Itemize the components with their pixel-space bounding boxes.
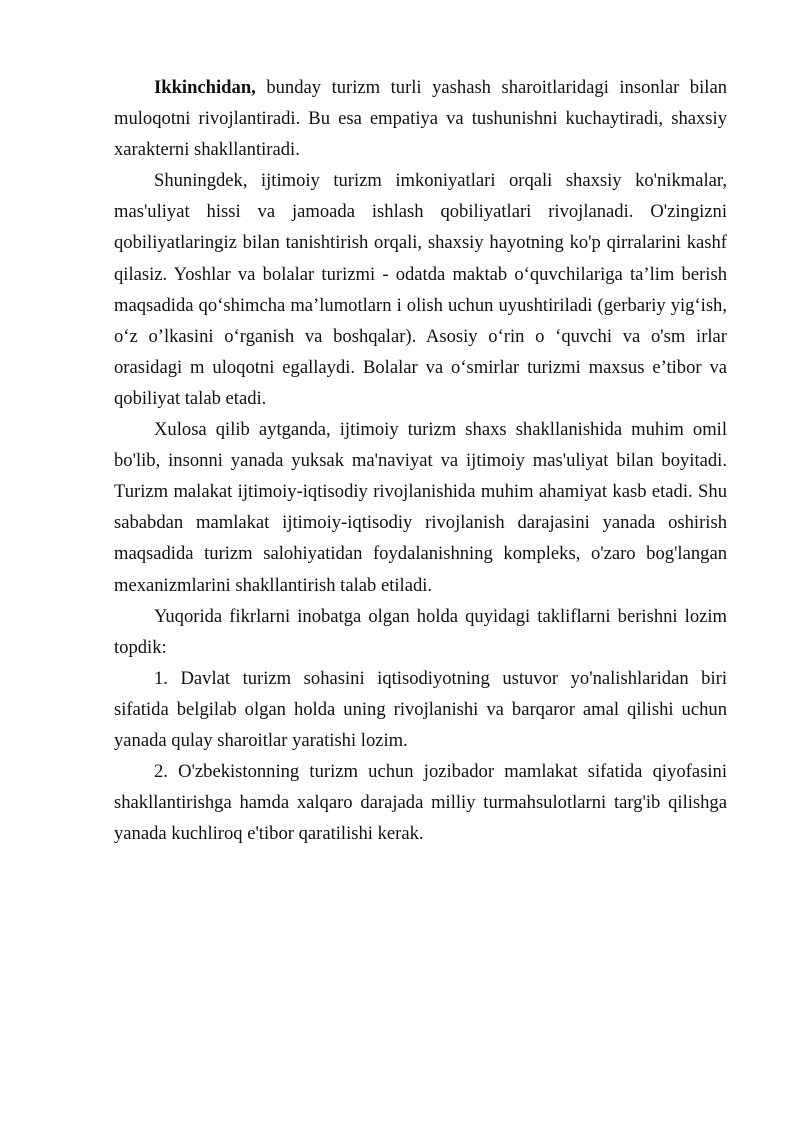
- paragraph-lead: Ikkinchidan,: [154, 77, 256, 98]
- paragraph-takliflar-intro: Yuqorida fikrlarni inobatga olgan holda quyidagi takliflarni berishni lozim topdik:: [114, 605, 727, 658]
- proposal-item-2: 2. O'zbekistonning turizm uchun jozibador mamlakat sifatida qiyofasini shakllantirishga hamda xalqaro darajada milliy turmahsulotlarni targ'ib qilishga yanada kuchliroq e'tibor qaratilishi kerak.: [114, 761, 727, 845]
- document-page: [114, 72, 727, 849]
- proposal-item-1: 1. Davlat turizm sohasini iqtisodiyotning ustuvor yo'nalishlaridan biri sifatida belgilab olgan holda uning rivojlanishi va barqaror amal qilishi uchun yanada qulay sharoitlar yaratishi lozim.: [114, 667, 727, 751]
- paragraph-xulosa: Xulosa qilib aytganda, ijtimoiy turizm shaxs shakllanishida muhim omil bo'lib, insonni yanada yuksak ma'naviyat va ijtimoiy mas'uliyat bilan boyitadi. Turizm malakat ijtimoiy-iqtisodiy rivojlanishida muhim ahamiyat kasb etadi. Shu sababdan mamlakat ijtimoiy-iqtisodiy rivojlanish darajasini yanada oshirish maqsadida turizm salohiyatidan foydalanishning kompleks, o'zaro bog'langan mexanizmlarini shakllantirish talab etiladi.: [114, 419, 727, 596]
- paragraph-shuningdek: Shuningdek, ijtimoiy turizm imkoniyatlari orqali shaxsiy ko'nikmalar, mas'uliyat hissi va jamoada ishlash qobiliyatlari rivojlanadi. O'zingizni qobiliyatlaringiz bilan tanishtirish orqali, shaxsiy hayotning ko'p qirralarini kashf qilasiz. Yoshlar va bolalar turizmi - odatda maktab o‘quvchilariga ta’lim berish maqsadida qo‘shimcha ma’lumotlarn i olish uchun uyushtiriladi (gerbariy yig‘ish, o‘z o’lkasini o‘rganish va boshqalar). Asosiy o‘rin o ‘quvchi va o'sm irlar orasidagi m uloqotni egallaydi. Bolalar va o‘smirlar turizmi maxsus e’tibor va qobiliyat talab etadi.: [114, 170, 727, 409]
- paragraph-text: bunday turizm turli yashash sharoitlaridagi insonlar bilan muloqotni rivojlantiradi. Bu esa empatiya va tushunishni kuchaytiradi, shaxsiy xarakterni shakllantiradi.: [114, 77, 727, 161]
- paragraph-ikkinchidan: [114, 72, 727, 165]
